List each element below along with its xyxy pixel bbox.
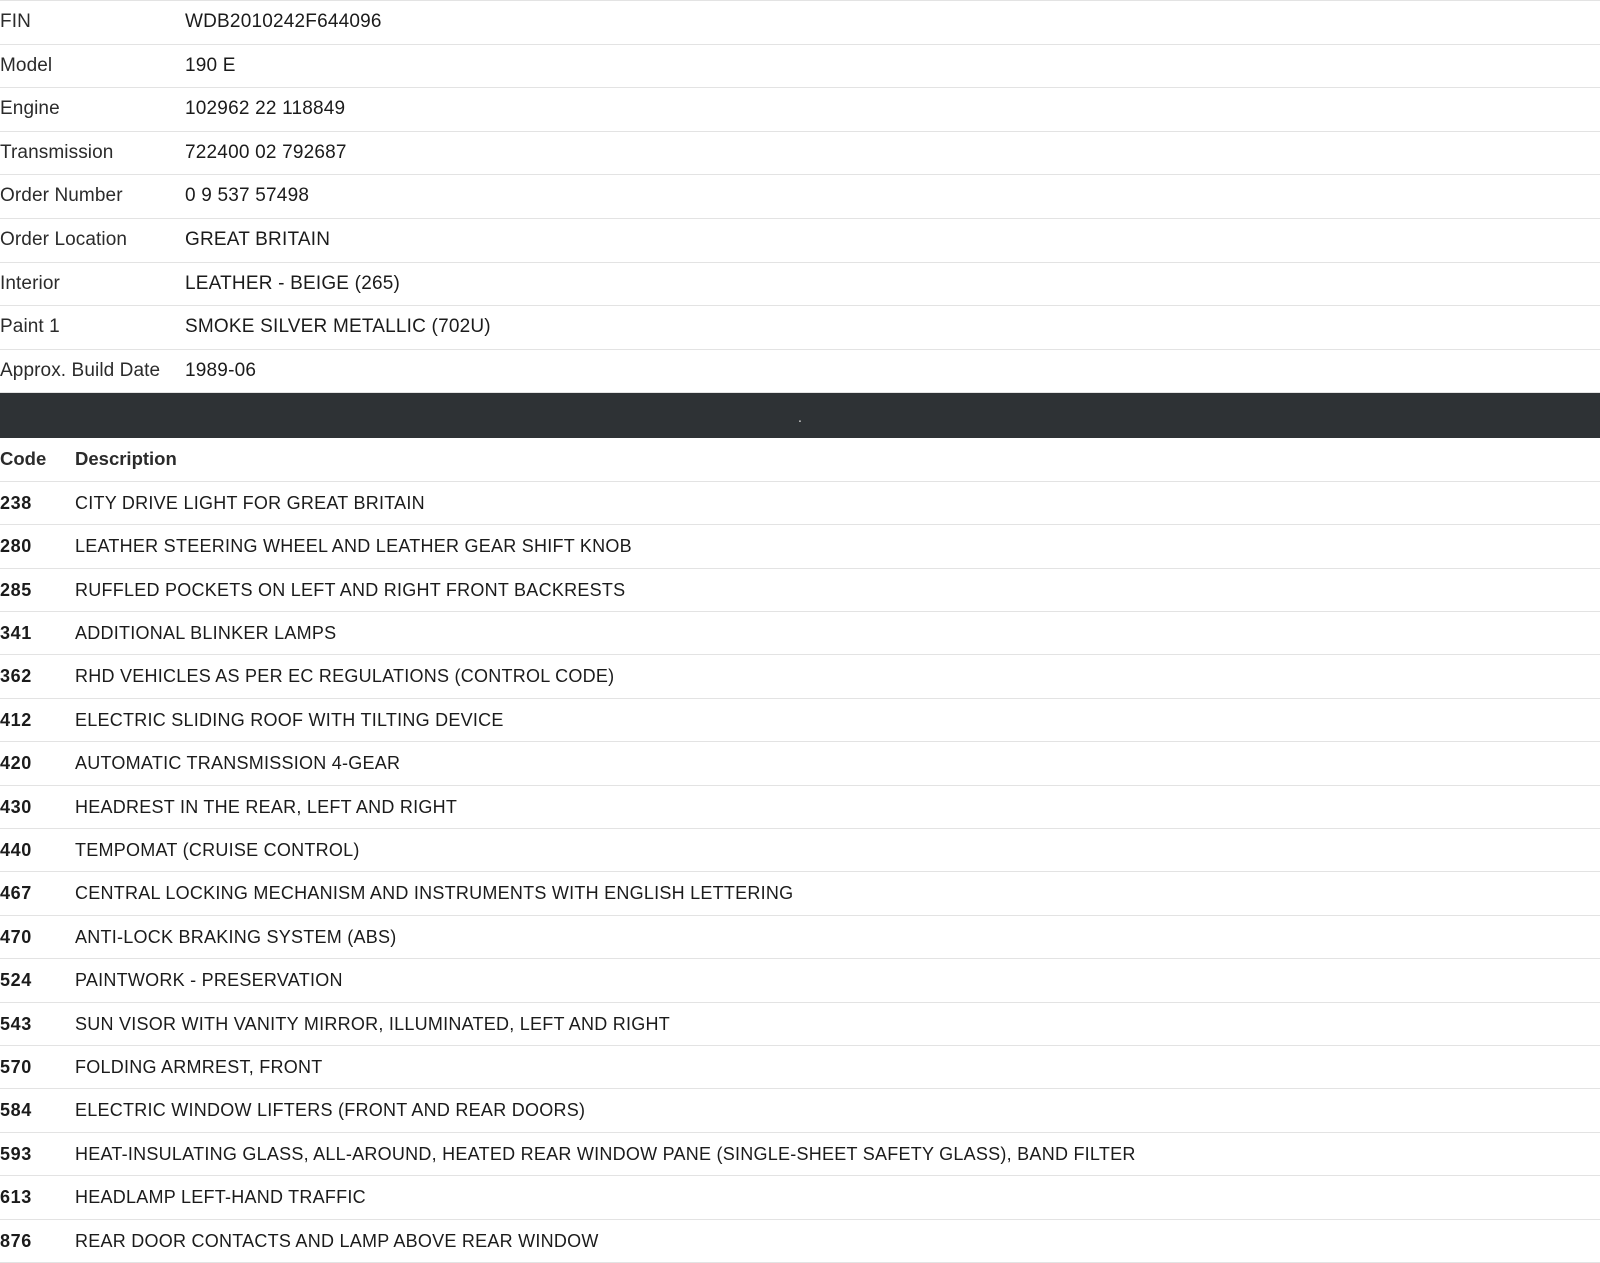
option-description: SUN VISOR WITH VANITY MIRROR, ILLUMINATED, LEFT AND RIGHT — [75, 1013, 670, 1034]
option-description: TEMPOMAT (CRUISE CONTROL) — [75, 840, 360, 860]
option-code: 593 — [0, 1143, 32, 1164]
vehicle-info-row — [0, 131, 1600, 175]
vehicle-info-body — [0, 1, 1600, 393]
table-row — [0, 1046, 1600, 1089]
vehicle-info-value: 102962 22 118849 — [185, 98, 346, 120]
vehicle-info-row — [0, 218, 1600, 262]
table-row — [0, 959, 1600, 1002]
table-row — [0, 915, 1600, 958]
table-row — [0, 698, 1600, 741]
vehicle-info-label: Transmission — [0, 141, 114, 163]
option-code: 341 — [0, 622, 32, 643]
option-description: ANTI-LOCK BRAKING SYSTEM (ABS) — [75, 926, 397, 947]
option-code: 362 — [0, 666, 32, 687]
option-description: ELECTRIC SLIDING ROOF WITH TILTING DEVICE — [75, 709, 504, 730]
column-header-description: Description — [75, 448, 177, 470]
option-description: PAINTWORK - PRESERVATION — [75, 970, 343, 991]
vehicle-info-label: Approx. Build Date — [0, 359, 161, 381]
vehicle-info-label: Order Number — [0, 185, 123, 207]
option-description: RHD VEHICLES AS PER EC REGULATIONS (CONTROL CODE) — [75, 666, 615, 687]
table-row — [0, 1002, 1600, 1045]
vehicle-info-value: 1989-06 — [185, 359, 257, 381]
vehicle-info-row — [0, 175, 1600, 219]
table-row — [0, 1219, 1600, 1262]
vehicle-info-row — [0, 306, 1600, 350]
option-code: 238 — [0, 492, 32, 513]
vehicle-info-value: LEATHER - BEIGE (265) — [185, 272, 401, 294]
vehicle-info-label: Paint 1 — [0, 316, 60, 338]
option-description: ELECTRIC WINDOW LIFTERS (FRONT AND REAR DOORS) — [75, 1100, 586, 1121]
vehicle-info-label: FIN — [0, 11, 31, 32]
table-row — [0, 829, 1600, 872]
section-separator-title: . — [797, 409, 803, 427]
table-row — [0, 611, 1600, 654]
table-row — [0, 785, 1600, 828]
option-description: FOLDING ARMREST, FRONT — [75, 1057, 323, 1078]
option-code: 440 — [0, 840, 32, 860]
vehicle-info-label: Engine — [0, 98, 60, 120]
option-code: 467 — [0, 883, 32, 904]
option-description: HEADREST IN THE REAR, LEFT AND RIGHT — [75, 796, 458, 817]
table-row — [0, 1089, 1600, 1132]
option-code: 570 — [0, 1057, 32, 1078]
vehicle-info-label: Model — [0, 54, 53, 76]
vehicle-info-value: GREAT BRITAIN — [185, 228, 331, 250]
option-code: 285 — [0, 579, 32, 600]
table-row — [0, 481, 1600, 524]
vehicle-info-row — [0, 262, 1600, 306]
option-description: ADDITIONAL BLINKER LAMPS — [75, 622, 337, 643]
vehicle-info-row — [0, 349, 1600, 393]
vehicle-info-label: Order Location — [0, 228, 128, 250]
option-codes-table — [0, 438, 1600, 1263]
option-description: CENTRAL LOCKING MECHANISM AND INSTRUMENTS WITH ENGLISH LETTERING — [75, 883, 794, 904]
vehicle-info-row — [0, 1, 1600, 45]
vehicle-info-row — [0, 44, 1600, 88]
table-row — [0, 872, 1600, 915]
option-codes-header — [0, 438, 1600, 481]
table-row — [0, 1176, 1600, 1219]
table-header-row — [0, 438, 1600, 481]
table-row — [0, 742, 1600, 785]
option-code: 470 — [0, 926, 32, 947]
option-description: RUFFLED POCKETS ON LEFT AND RIGHT FRONT BACKRESTS — [75, 579, 626, 600]
vehicle-info-label: Interior — [0, 272, 60, 294]
table-row — [0, 1132, 1600, 1175]
option-code: 524 — [0, 970, 32, 991]
option-description: LEATHER STEERING WHEEL AND LEATHER GEAR SHIFT KNOB — [75, 536, 632, 557]
column-header-code: Code — [0, 448, 47, 470]
vehicle-info-value: 722400 02 792687 — [185, 141, 347, 163]
option-description: HEADLAMP LEFT-HAND TRAFFIC — [75, 1187, 366, 1208]
vehicle-info-row — [0, 88, 1600, 132]
vehicle-info-table — [0, 0, 1600, 393]
vehicle-info-value: 0 9 537 57498 — [185, 185, 310, 207]
option-description: HEAT-INSULATING GLASS, ALL-AROUND, HEATED REAR WINDOW PANE (SINGLE-SHEET SAFETY GLASS), BAND FILTER — [75, 1143, 1136, 1164]
option-codes-body — [0, 481, 1600, 1262]
option-code: 420 — [0, 753, 32, 774]
option-code: 584 — [0, 1100, 32, 1121]
table-row — [0, 568, 1600, 611]
section-separator-bar — [0, 393, 1600, 438]
option-description: AUTOMATIC TRANSMISSION 4-GEAR — [75, 753, 401, 774]
option-description: CITY DRIVE LIGHT FOR GREAT BRITAIN — [75, 492, 425, 513]
option-code: 430 — [0, 796, 32, 817]
option-code: 543 — [0, 1013, 32, 1034]
vehicle-info-value: SMOKE SILVER METALLIC (702U) — [185, 316, 491, 338]
option-description: REAR DOOR CONTACTS AND LAMP ABOVE REAR WINDOW — [75, 1230, 599, 1251]
vehicle-info-value: WDB2010242F644096 — [185, 11, 382, 32]
table-row — [0, 525, 1600, 568]
option-code: 876 — [0, 1230, 32, 1251]
option-code: 613 — [0, 1187, 32, 1208]
option-code: 280 — [0, 536, 32, 557]
option-code: 412 — [0, 709, 32, 730]
vehicle-info-value: 190 E — [185, 54, 236, 76]
table-row — [0, 655, 1600, 698]
